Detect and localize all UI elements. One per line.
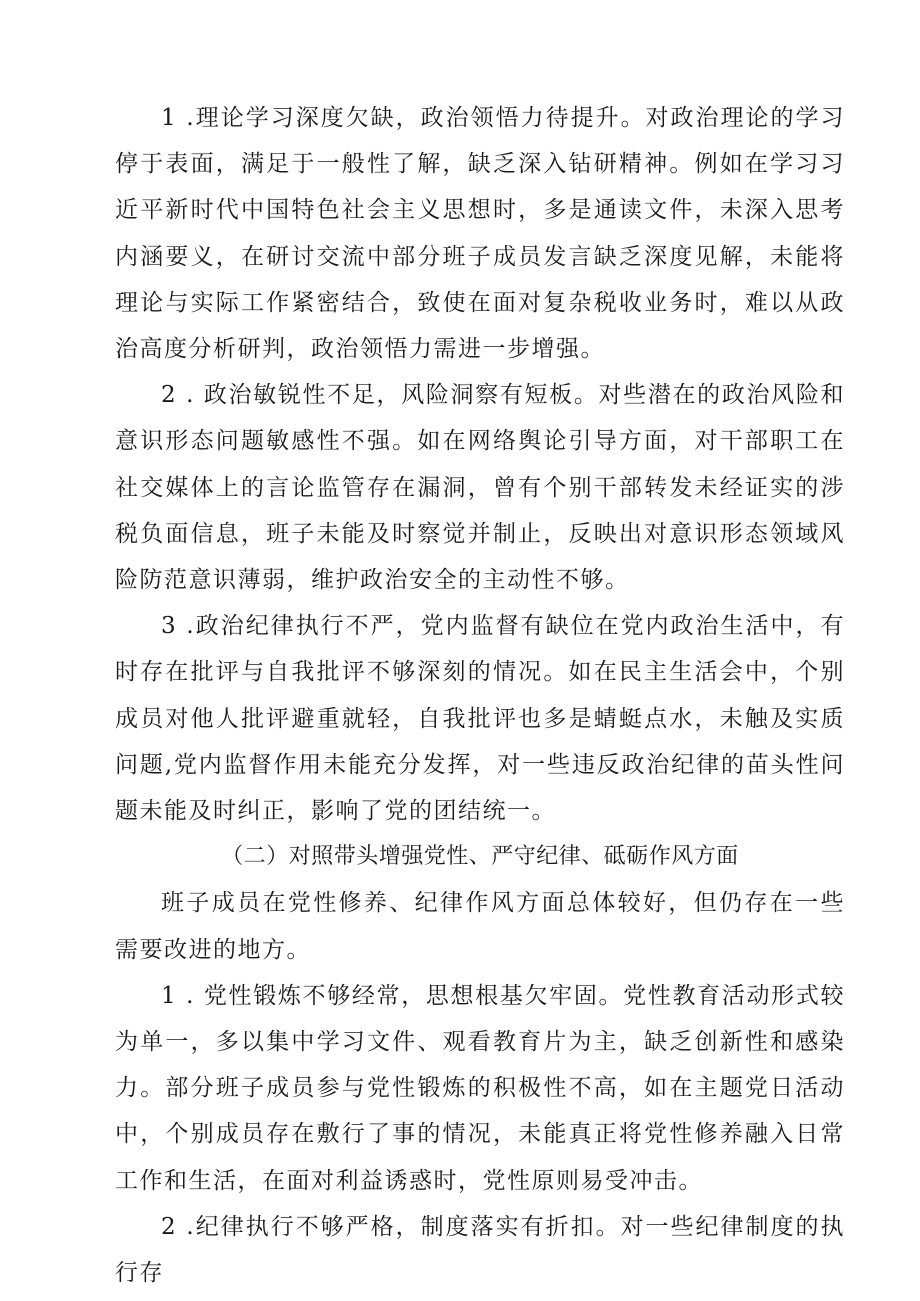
paragraph-party-spirit: 1 . 党性锻炼不够经常，思想根基欠牢固。党性教育活动形式较为单一，多以集中学习文件、观看教育片为主，缺乏创新性和感染力。部分班子成员参与党性锻炼的积极性不高，如在主题党日活动中，个别成员存在敷行了事的情况，未能真正将党性修养融入日常工作和生活，在面对利益诱惑时，党性原则易受冲击。 — [115, 982, 845, 1194]
paragraph-theory-study: 1 .理论学习深度欠缺，政治领悟力待提升。对政治理论的学习停于表面，满足于一般性了解，缺乏深入钻研精神。例如在学习习近平新时代中国特色社会主义思想时，多是通读文件，未深入思考内涵要义，在研讨交流中部分班子成员发言缺乏深度见解，未能将理论与实际工作紧密结合，致使在面对复杂税收业务时，难以从政治高度分析研判，政治领悟力需进一步增强。 — [115, 105, 845, 363]
paragraph-discipline-execution: 2 .纪律执行不够严格，制度落实有折扣。对一些纪律制度的执行存 — [115, 1213, 845, 1287]
paragraph-section-intro: 班子成员在党性修养、纪律作风方面总体较好，但仍存在一些需要改进的地方。 — [115, 890, 845, 963]
document-body — [115, 95, 845, 1296]
paragraph-political-discipline: 3 .政治纪律执行不严，党内监督有缺位在党内政治生活中，有时存在批评与自我批评不够深刻的情况。如在民主生活会中，个别成员对他人批评避重就轻，自我批评也多是蜻蜓点水，未触及实质问题,党内监督作用未能充分发挥，对一些违反政治纪律的苗头性问题未能及时纠正，影响了党的团结统一。 — [115, 613, 845, 825]
paragraph-political-sensitivity: 2 . 政治敏锐性不足，风险洞察有短板。对些潜在的政治风险和意识形态问题敏感性不强。如在网络舆论引导方面，对干部职工在社交媒体上的言论监管存在漏洞，曾有个别干部转发未经证实的涉税负面信息，班子未能及时察觉并制止，反映出对意识形态领域风险防范意识薄弱，维护政治安全的主动性不够。 — [115, 382, 845, 594]
section-heading: （二）对照带头增强党性、严守纪律、砥砺作风方面 — [221, 844, 739, 870]
